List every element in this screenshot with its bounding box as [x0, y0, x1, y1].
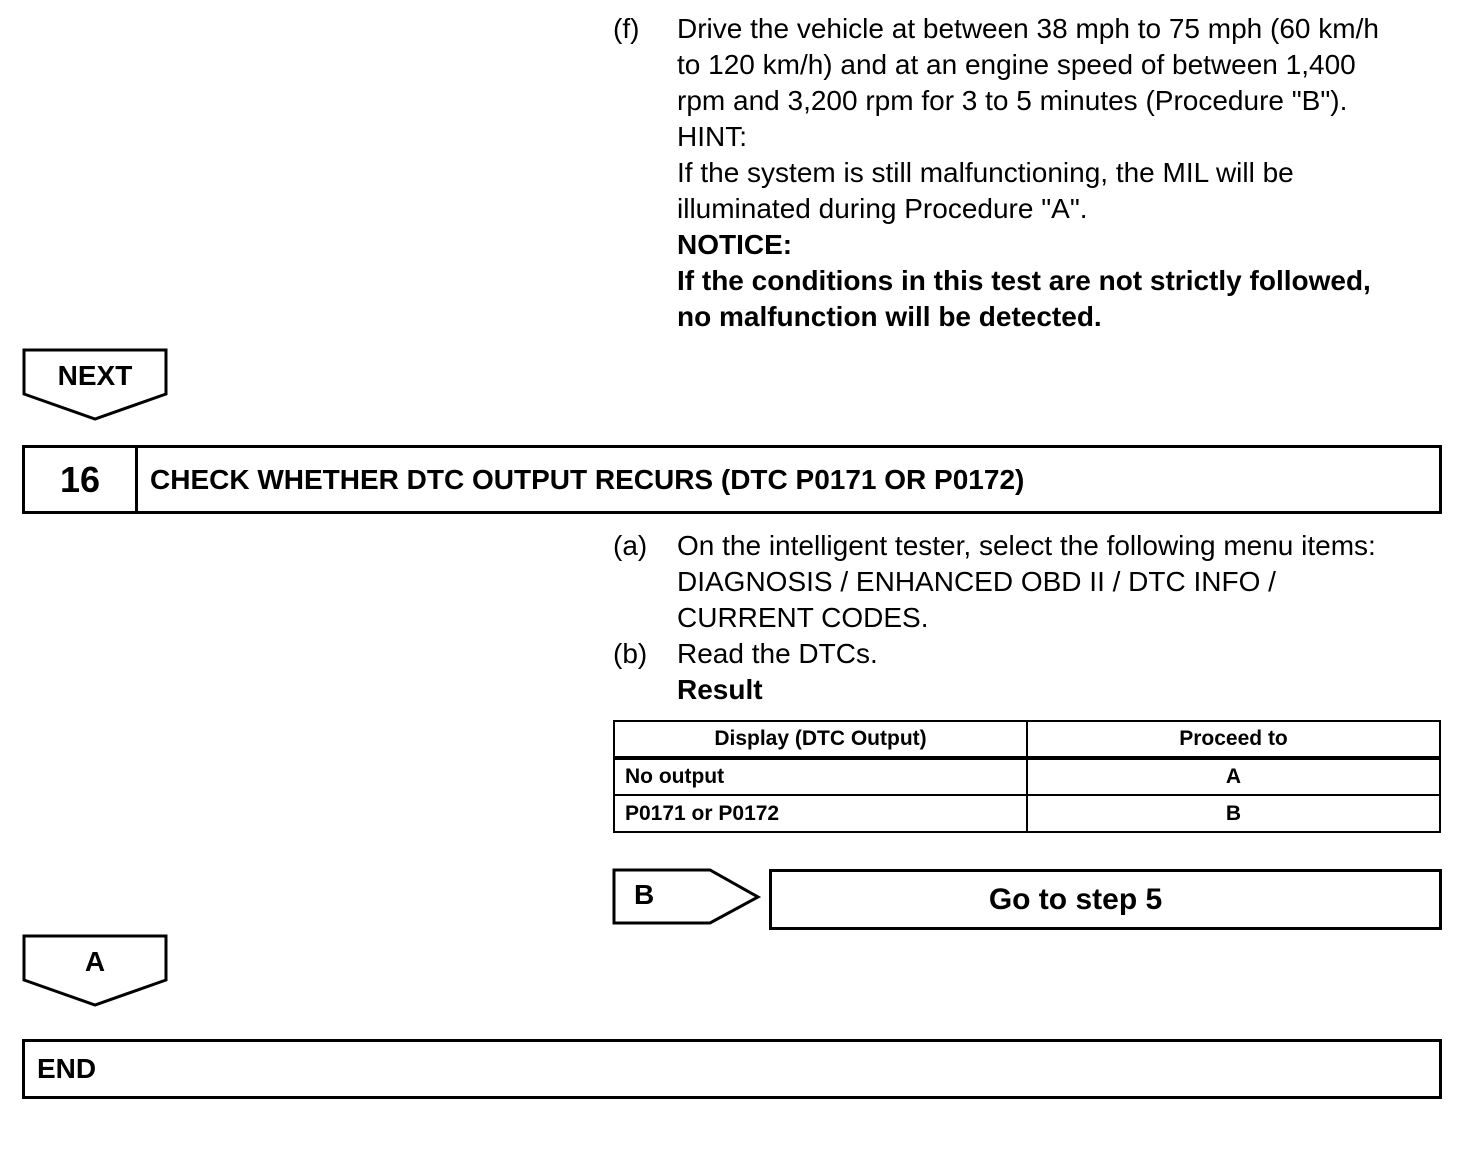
hint-line: illuminated during Procedure "A".	[677, 193, 1088, 224]
step-title: CHECK WHETHER DTC OUTPUT RECURS (DTC P0171 OR P0172)	[150, 463, 1025, 495]
hint-label: HINT:	[677, 121, 747, 152]
step-a-line: On the intelligent tester, select the following menu items:	[677, 530, 1376, 561]
step-header	[22, 445, 1442, 514]
column-header: Proceed to	[1027, 721, 1440, 758]
step-f-body	[677, 11, 1447, 335]
table-cell: No output	[614, 758, 1027, 795]
table-cell: B	[1027, 795, 1440, 832]
end-label: END	[37, 1053, 97, 1084]
step-f-line: Drive the vehicle at between 38 mph to 75 mph (60 km/h	[677, 13, 1379, 44]
result-table	[613, 720, 1441, 833]
step-a-letter: (a)	[613, 530, 648, 561]
branch-b-arrow	[612, 868, 762, 926]
table-cell: A	[1027, 758, 1440, 795]
step-b-body	[677, 636, 1447, 708]
notice-label: NOTICE:	[677, 229, 793, 260]
notice-line: no malfunction will be detected.	[677, 301, 1102, 332]
next-label: NEXT	[57, 360, 133, 391]
branch-b-label: B	[634, 879, 655, 910]
hint-line: If the system is still malfunctioning, the MIL will be	[677, 157, 1294, 188]
step-f-line: rpm and 3,200 rpm for 3 to 5 minutes (Procedure "B").	[677, 85, 1348, 116]
end-box	[22, 1039, 1442, 1099]
table-row	[614, 758, 1440, 795]
table-header-row	[614, 721, 1440, 758]
result-label: Result	[677, 674, 763, 705]
goto-step-box	[769, 869, 1442, 930]
step-a-body	[677, 528, 1447, 636]
step-number: 16	[25, 448, 138, 511]
step-f-line: to 120 km/h) and at an engine speed of between 1,400	[677, 49, 1356, 80]
column-header: Display (DTC Output)	[614, 721, 1027, 758]
table-row	[614, 795, 1440, 832]
step-b-letter: (b)	[613, 638, 648, 669]
step-b-line: Read the DTCs.	[677, 638, 878, 669]
step-a-line: CURRENT CODES.	[677, 602, 929, 633]
branch-a-arrow	[22, 934, 168, 1008]
step-a-line: DIAGNOSIS / ENHANCED OBD II / DTC INFO /	[677, 566, 1276, 597]
step-f-letter: (f)	[613, 13, 640, 44]
table-cell: P0171 or P0172	[614, 795, 1027, 832]
next-arrow	[22, 348, 168, 422]
goto-step-text: Go to step 5	[988, 882, 1163, 916]
notice-line: If the conditions in this test are not strictly followed,	[677, 265, 1371, 296]
branch-a-label: A	[84, 946, 106, 977]
